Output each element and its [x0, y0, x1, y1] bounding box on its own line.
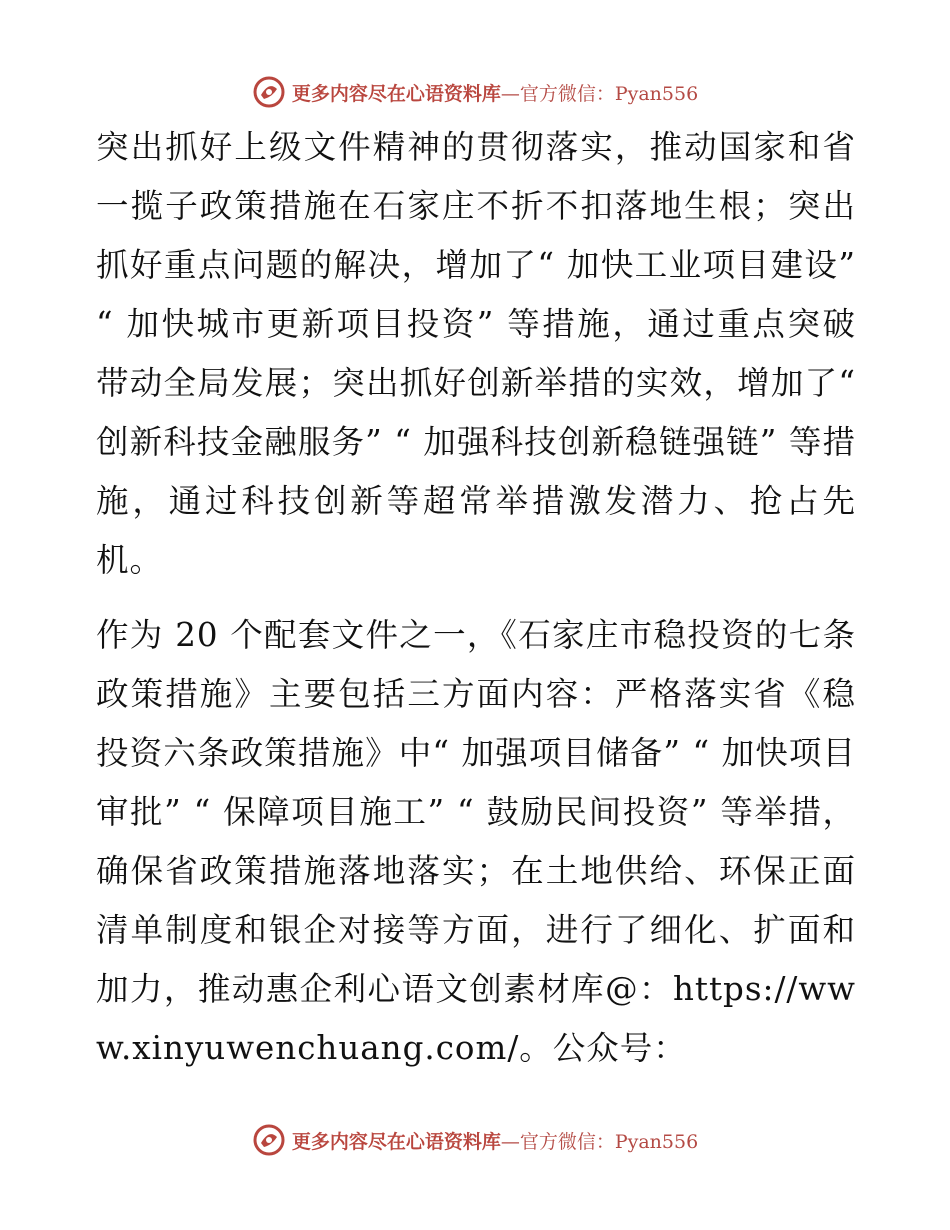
footer-banner-text	[292, 1127, 698, 1154]
footer-banner-plain: —官方微信：Pyan556	[500, 1130, 699, 1153]
seal-logo-icon	[252, 75, 286, 109]
paragraph-1: 突出抓好上级文件精神的贯彻落实，推动国家和省一揽子政策措施在石家庄不折不扣落地生根；突出抓好重点问题的解决，增加了“ 加快工业项目建设” “ 加快城市更新项目投资” 等措施，通过重点突破带动全局发展；突出抓好创新举措的实效，增加了“ 创新科技金融服务” “ 加强科技创新稳链强链” 等措施，通过科技创新等超常举措激发潜力、抢占先机。	[96, 128, 856, 579]
footer-banner-bold: 更多内容尽在心语资料库	[291, 1130, 501, 1153]
header-banner-plain: —官方微信：Pyan556	[500, 82, 699, 105]
paragraph-2: 作为 20 个配套文件之一，《石家庄市稳投资的七条政策措施》主要包括三方面内容：严格落实省《稳投资六条政策措施》中“ 加强项目储备” “ 加快项目审批” “ 保障项目施工” “ 鼓励民间投资” 等举措，确保省政策措施落地落实；在土地供给、环保正面清单制度和银企对接等方面，进行了细化、扩面和加力，推动惠企利心语文创素材库@：https://www.xinyuwenchuang.com/。公众号：	[96, 616, 856, 1067]
seal-logo-icon	[252, 1123, 286, 1157]
header-banner	[0, 72, 950, 112]
footer-banner	[0, 1120, 950, 1160]
header-banner-bold: 更多内容尽在心语资料库	[291, 82, 501, 105]
document-body	[96, 118, 856, 1078]
header-banner-text	[292, 79, 698, 106]
